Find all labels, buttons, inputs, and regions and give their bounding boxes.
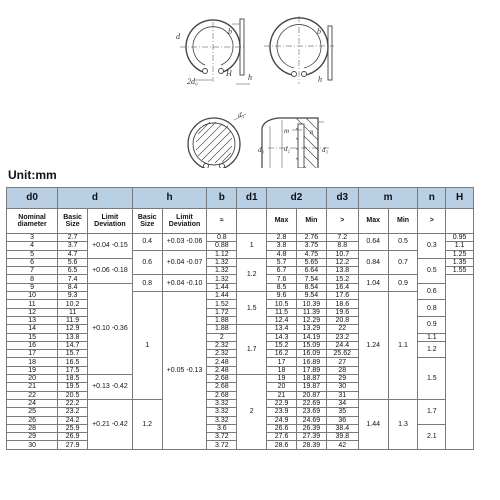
- label-n: n: [310, 128, 314, 136]
- cell-b: 2.68: [207, 391, 237, 399]
- cell-d2-min: 2.76: [296, 234, 326, 242]
- cell-d2-min: 26.39: [296, 424, 326, 432]
- cell-d3: 18.6: [326, 300, 358, 308]
- cell-d2-min: 3.75: [296, 242, 326, 250]
- cell-d: 20.5: [58, 391, 88, 399]
- cell-d3: 13.8: [326, 267, 358, 275]
- cell-d: 5.6: [58, 258, 88, 266]
- cell-H: 1.25: [446, 250, 474, 258]
- cell-n: 0.9: [418, 316, 446, 333]
- spec-table: [6, 187, 474, 450]
- cell-d: 13.8: [58, 333, 88, 341]
- cell-b: 2.68: [207, 383, 237, 391]
- cell-d3: 25.62: [326, 350, 358, 358]
- cell-d3: 39.8: [326, 433, 358, 441]
- cell-m-max: 1.24: [358, 292, 388, 400]
- cell-d0: 8: [7, 275, 58, 283]
- cell-d3: 36: [326, 416, 358, 424]
- cell-d2-min: 24.69: [296, 416, 326, 424]
- label-d3-right: d₃: [322, 146, 328, 154]
- cell-d3: 16.4: [326, 283, 358, 291]
- cell-d2-min: 13.29: [296, 325, 326, 333]
- cell-d: 10.2: [58, 300, 88, 308]
- cell-b: 1.88: [207, 325, 237, 333]
- cell-d2-max: 22.9: [267, 399, 297, 407]
- cell-d0: 7: [7, 267, 58, 275]
- cell-d: 25.9: [58, 424, 88, 432]
- table-row: [7, 234, 474, 242]
- cell-d0: 20: [7, 375, 58, 383]
- cell-b: 2.68: [207, 375, 237, 383]
- cell-b: 0.8: [207, 234, 237, 242]
- cell-d2-max: 28.6: [267, 441, 297, 449]
- sub-header-cell: Basic Size: [132, 209, 162, 234]
- cell-H: 1.55: [446, 267, 474, 275]
- cell-d2-min: 15.09: [296, 341, 326, 349]
- sub-header-cell: Basic Size: [58, 209, 88, 234]
- cell-d0: 6: [7, 258, 58, 266]
- cell-d: 9.3: [58, 292, 88, 300]
- sub-header-cell: >: [418, 209, 446, 234]
- cell-d: 15.7: [58, 350, 88, 358]
- cell-d1: 1.7: [237, 325, 267, 375]
- cell-d: 26.9: [58, 433, 88, 441]
- cell-b: 2.48: [207, 366, 237, 374]
- cell-d2-min: 5.65: [296, 258, 326, 266]
- cell-d: 4.7: [58, 250, 88, 258]
- cell-b: 0.88: [207, 242, 237, 250]
- cell-d2-max: 16.2: [267, 350, 297, 358]
- cell-d2-max: 14.3: [267, 333, 297, 341]
- cell-d2-max: 17: [267, 358, 297, 366]
- cell-b: 2.48: [207, 358, 237, 366]
- cell-H: 1.35: [446, 258, 474, 266]
- label-d3-left: d₃: [238, 111, 244, 119]
- cell-d3: 7.2: [326, 234, 358, 242]
- cell-d: 3.7: [58, 242, 88, 250]
- label-d0: d₀: [258, 146, 264, 154]
- cell-d2-max: 23.9: [267, 408, 297, 416]
- cell-h-basic: 0.4: [132, 234, 162, 251]
- cell-h-basic: 0.8: [132, 275, 162, 292]
- cell-d: 11: [58, 308, 88, 316]
- cell-d2-min: 23.69: [296, 408, 326, 416]
- cell-d0: 21: [7, 383, 58, 391]
- cell-d0: 3: [7, 234, 58, 242]
- label-h-right: h: [318, 75, 322, 84]
- cell-d3: 10.7: [326, 250, 358, 258]
- cell-h-basic: 1.2: [132, 399, 162, 449]
- sub-header-cell: Min: [388, 209, 418, 234]
- cell-m-max: 0.84: [358, 250, 388, 275]
- sub-header-cell: >: [326, 209, 358, 234]
- cell-d3: 28: [326, 366, 358, 374]
- cell-d0: 25: [7, 408, 58, 416]
- cell-b: 2: [207, 333, 237, 341]
- cell-d: 6.5: [58, 267, 88, 275]
- header-d: d: [58, 188, 133, 209]
- cell-b: 3.72: [207, 433, 237, 441]
- header-d3: d3: [326, 188, 358, 209]
- cell-d-deviation: +0.06 -0.18: [88, 258, 133, 283]
- cell-d0: 30: [7, 441, 58, 449]
- sub-header-cell: Max: [267, 209, 297, 234]
- cell-d2-min: 16.89: [296, 358, 326, 366]
- cell-d3: 34: [326, 399, 358, 407]
- cell-b: 3.32: [207, 408, 237, 416]
- cell-H: 0.95: [446, 234, 474, 242]
- cell-d0: 24: [7, 399, 58, 407]
- cell-d: 23.2: [58, 408, 88, 416]
- header-n: n: [418, 188, 446, 209]
- cell-d3: 17.6: [326, 292, 358, 300]
- label-d2: d₂: [284, 145, 290, 153]
- cell-d2-min: 14.19: [296, 333, 326, 341]
- label-b: b: [228, 27, 232, 36]
- cell-d: 12.9: [58, 325, 88, 333]
- spec-table-body: [7, 234, 474, 450]
- cell-h-basic: 1: [132, 292, 162, 400]
- cell-d0: 22: [7, 391, 58, 399]
- cell-h-deviation: +0.04 -0.07: [162, 250, 207, 275]
- cell-d-deviation: +0.21 -0.42: [88, 399, 133, 449]
- cell-n: 2.1: [418, 424, 446, 449]
- cell-d0: 4: [7, 242, 58, 250]
- cell-b: 3.72: [207, 441, 237, 449]
- cell-d: 17.5: [58, 366, 88, 374]
- cell-d3: 31: [326, 391, 358, 399]
- cell-d2-max: 2.8: [267, 234, 297, 242]
- cell-d3: 8.8: [326, 242, 358, 250]
- header-d1: d1: [237, 188, 267, 209]
- cell-d2-min: 4.75: [296, 250, 326, 258]
- cell-H-empty: [446, 275, 474, 449]
- technical-drawings: [0, 0, 500, 168]
- cell-d2-max: 26.6: [267, 424, 297, 432]
- cell-d2-max: 15.2: [267, 341, 297, 349]
- cell-H: 1.1: [446, 242, 474, 250]
- header-H: H: [446, 188, 474, 209]
- cell-d2-min: 8.54: [296, 283, 326, 291]
- cell-n: 0.6: [418, 283, 446, 300]
- unit-label: Unit:mm: [8, 168, 57, 182]
- cell-b: 2.32: [207, 341, 237, 349]
- label-m: m: [284, 127, 290, 135]
- cell-d2-max: 21: [267, 391, 297, 399]
- cell-d2-min: 27.39: [296, 433, 326, 441]
- cell-d2-min: 11.39: [296, 308, 326, 316]
- cell-d0: 29: [7, 433, 58, 441]
- label-d: d: [176, 32, 180, 41]
- cell-b: 3.32: [207, 416, 237, 424]
- cell-d1: 1.5: [237, 292, 267, 325]
- sub-header-cell: Max: [358, 209, 388, 234]
- cell-d2-max: 8.5: [267, 283, 297, 291]
- cell-d2-min: 22.69: [296, 399, 326, 407]
- drawing-side-section: [262, 118, 330, 168]
- cell-n: 0.5: [418, 258, 446, 283]
- cell-b: 2.32: [207, 350, 237, 358]
- cell-d3: 35: [326, 408, 358, 416]
- cell-d3: 24.4: [326, 341, 358, 349]
- cell-d2-min: 9.54: [296, 292, 326, 300]
- cell-d-deviation: +0.04 -0.15: [88, 234, 133, 259]
- cell-d2-max: 7.6: [267, 275, 297, 283]
- label-H: H: [226, 69, 232, 78]
- cell-d: 24.2: [58, 416, 88, 424]
- cell-d0: 5: [7, 250, 58, 258]
- header-m: m: [358, 188, 418, 209]
- cell-b: 1.72: [207, 308, 237, 316]
- cell-d0: 26: [7, 416, 58, 424]
- drawing-shaft-section: [188, 114, 246, 168]
- sub-header-cell: Nominal diameter: [7, 209, 58, 234]
- cell-d2-min: 12.29: [296, 316, 326, 324]
- cell-d: 2.7: [58, 234, 88, 242]
- cell-d3: 30: [326, 383, 358, 391]
- cell-d0: 12: [7, 308, 58, 316]
- cell-d2-max: 3.8: [267, 242, 297, 250]
- cell-m-min: 0.9: [388, 275, 418, 292]
- cell-d3: 20.8: [326, 316, 358, 324]
- cell-d2-max: 9.6: [267, 292, 297, 300]
- cell-n: 1.7: [418, 399, 446, 424]
- cell-d2-max: 4.8: [267, 250, 297, 258]
- sub-header-cell: Limit Deviation: [162, 209, 207, 234]
- cell-m-min: 1.3: [388, 399, 418, 449]
- cell-d2-max: 27.6: [267, 433, 297, 441]
- cell-d2-max: 10.5: [267, 300, 297, 308]
- cell-m-max: 1.44: [358, 399, 388, 449]
- cell-d: 27.9: [58, 441, 88, 449]
- cell-d2-min: 19.87: [296, 383, 326, 391]
- sub-header-cell: Limit Deviation: [88, 209, 133, 234]
- cell-d2-max: 5.7: [267, 258, 297, 266]
- header-row-sub: [7, 209, 474, 234]
- cell-n: 0.8: [418, 300, 446, 317]
- cell-h-deviation: +0.05 -0.13: [162, 292, 207, 450]
- cell-d: 22.2: [58, 399, 88, 407]
- cell-d0: 15: [7, 333, 58, 341]
- label-b-right: b: [317, 27, 321, 36]
- header-b: b: [207, 188, 237, 209]
- sub-header-cell: [446, 209, 474, 234]
- cell-d-deviation: +0.13 -0.42: [88, 375, 133, 400]
- cell-d0: 10: [7, 292, 58, 300]
- cell-d2-max: 19: [267, 375, 297, 383]
- cell-d2-max: 18: [267, 366, 297, 374]
- label-2d0: 2d₀: [187, 77, 198, 86]
- cell-b: 1.44: [207, 292, 237, 300]
- cell-d: 16.5: [58, 358, 88, 366]
- cell-b: 1.32: [207, 267, 237, 275]
- cell-m-max: 0.64: [358, 234, 388, 251]
- drawing-front-view: [180, 19, 250, 84]
- cell-d0: 17: [7, 350, 58, 358]
- cell-d0: 19: [7, 366, 58, 374]
- cell-d3: 38.4: [326, 424, 358, 432]
- cell-b: 1.32: [207, 275, 237, 283]
- cell-d0: 13: [7, 316, 58, 324]
- cell-d: 8.4: [58, 283, 88, 291]
- cell-d3: 19.6: [326, 308, 358, 316]
- cell-d2-max: 13.4: [267, 325, 297, 333]
- cell-d: 18.5: [58, 375, 88, 383]
- cell-d1: 1: [237, 234, 267, 259]
- cell-d2-max: 24.9: [267, 416, 297, 424]
- cell-b: 1.52: [207, 300, 237, 308]
- cell-b: 1.12: [207, 250, 237, 258]
- cell-b: 3.32: [207, 399, 237, 407]
- cell-d-deviation: +0.10 -0.36: [88, 283, 133, 374]
- label-h: h: [248, 73, 252, 82]
- sub-header-cell: ≈: [207, 209, 237, 234]
- cell-d2-min: 28.39: [296, 441, 326, 449]
- cell-d2-min: 6.64: [296, 267, 326, 275]
- header-h: h: [132, 188, 207, 209]
- cell-d1: 2: [237, 375, 267, 450]
- cell-d3: 42: [326, 441, 358, 449]
- cell-d2-min: 17.89: [296, 366, 326, 374]
- cell-h-deviation: +0.03 -0.06: [162, 234, 207, 251]
- cell-d: 19.5: [58, 383, 88, 391]
- cell-d0: 11: [7, 300, 58, 308]
- cell-d0: 18: [7, 358, 58, 366]
- cell-d3: 23.2: [326, 333, 358, 341]
- header-d0: d0: [7, 188, 58, 209]
- cell-d3: 29: [326, 375, 358, 383]
- cell-m-min: 1.1: [388, 292, 418, 400]
- cell-d: 11.9: [58, 316, 88, 324]
- cell-d3: 12.2: [326, 258, 358, 266]
- cell-d0: 14: [7, 325, 58, 333]
- cell-d1: 1.2: [237, 258, 267, 291]
- spec-table-header: [7, 188, 474, 234]
- sub-header-cell: [237, 209, 267, 234]
- cell-d3: 15.2: [326, 275, 358, 283]
- cell-d2-min: 10.39: [296, 300, 326, 308]
- cell-d2-max: 11.5: [267, 308, 297, 316]
- cell-d: 7.4: [58, 275, 88, 283]
- cell-b: 1.88: [207, 316, 237, 324]
- header-d2: d2: [267, 188, 327, 209]
- cell-d2-min: 20.87: [296, 391, 326, 399]
- cell-m-max: 1.04: [358, 275, 388, 292]
- cell-h-basic: 0.6: [132, 250, 162, 275]
- cell-d2-max: 6.7: [267, 267, 297, 275]
- cell-d: 14.7: [58, 341, 88, 349]
- cell-d2-min: 18.87: [296, 375, 326, 383]
- cell-d3: 22: [326, 325, 358, 333]
- cell-d2-min: 16.09: [296, 350, 326, 358]
- drawing-ring-view: [264, 16, 334, 84]
- cell-d2-max: 12.4: [267, 316, 297, 324]
- cell-d2-min: 7.54: [296, 275, 326, 283]
- cell-b: 1.44: [207, 283, 237, 291]
- cell-n: 1.5: [418, 358, 446, 399]
- cell-m-min: 0.5: [388, 234, 418, 251]
- cell-b: 3.6: [207, 424, 237, 432]
- cell-d2-max: 20: [267, 383, 297, 391]
- header-row-main: [7, 188, 474, 209]
- cell-d0: 9: [7, 283, 58, 291]
- cell-n: 1.1: [418, 333, 446, 341]
- cell-m-min: 0.7: [388, 250, 418, 275]
- cell-n: 0.3: [418, 234, 446, 259]
- table-row: [7, 292, 474, 300]
- cell-d0: 16: [7, 341, 58, 349]
- sub-header-cell: Min: [296, 209, 326, 234]
- cell-h-deviation: +0.04 -0.10: [162, 275, 207, 292]
- cell-d0: 28: [7, 424, 58, 432]
- cell-b: 1.32: [207, 258, 237, 266]
- cell-d3: 27: [326, 358, 358, 366]
- cell-n: 1.2: [418, 341, 446, 358]
